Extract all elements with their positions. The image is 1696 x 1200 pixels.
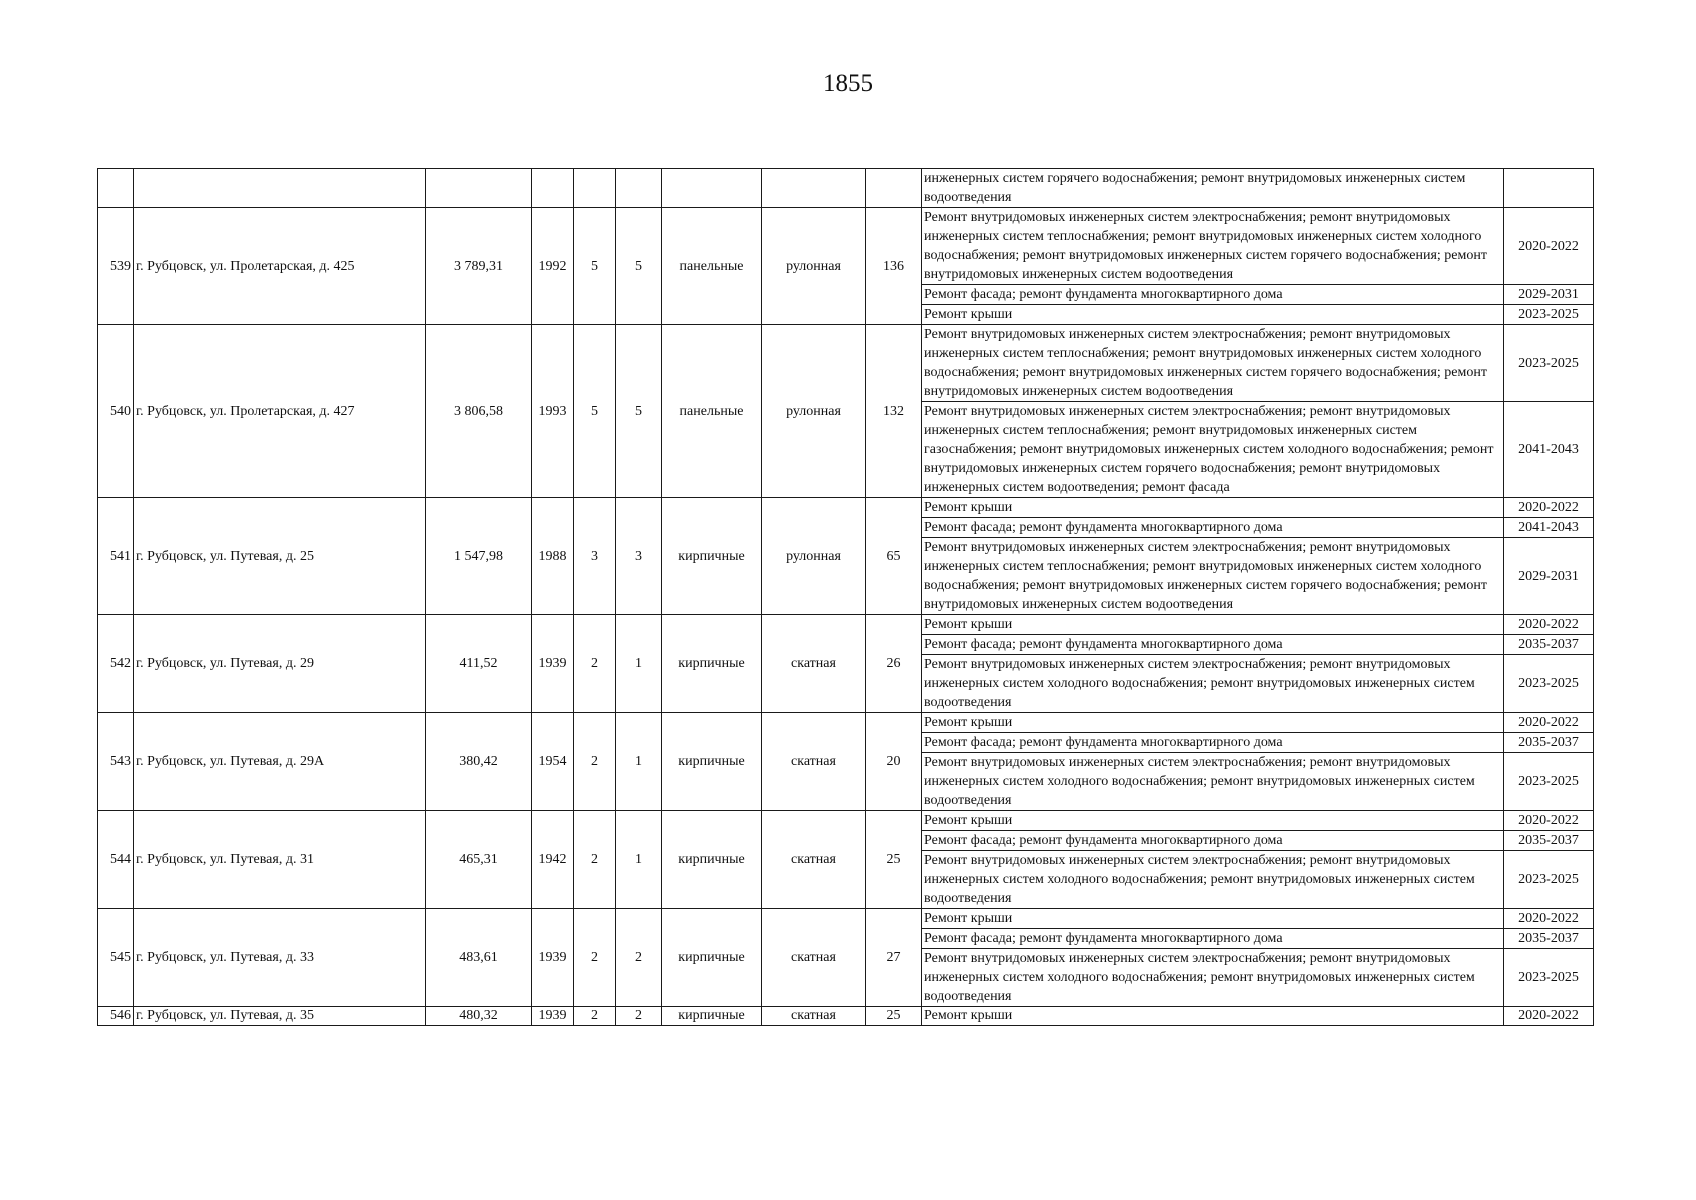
work-type-cell: Ремонт внутридомовых инженерных систем электроснабжения; ремонт внутридомовых инженерных систем холодного водоснабжения; ремонт внутридомовых инженерных систем водоотведения	[922, 949, 1504, 1007]
floors-min-cell: 2	[616, 909, 662, 1007]
work-type-cell: Ремонт фасада; ремонт фундамента многоквартирного дома	[922, 929, 1504, 949]
work-period-cell: 2041-2043	[1504, 518, 1594, 538]
table-row	[98, 909, 1594, 929]
wall-material-cell: кирпичные	[662, 811, 762, 909]
floors-min-cell: 1	[616, 713, 662, 811]
work-type-cell: Ремонт фасада; ремонт фундамента многоквартирного дома	[922, 831, 1504, 851]
row-number: 541	[98, 498, 134, 615]
work-type-cell: Ремонт крыши	[922, 498, 1504, 518]
work-type-cell: Ремонт крыши	[922, 615, 1504, 635]
floors-max-cell	[574, 169, 616, 208]
roof-type-cell: рулонная	[762, 325, 866, 498]
year-built-cell: 1954	[532, 713, 574, 811]
row-number: 540	[98, 325, 134, 498]
area-cell: 380,42	[426, 713, 532, 811]
work-period-cell: 2035-2037	[1504, 929, 1594, 949]
work-period-cell: 2023-2025	[1504, 753, 1594, 811]
table-row	[98, 169, 1594, 208]
work-period-cell: 2023-2025	[1504, 655, 1594, 713]
work-type-cell: Ремонт фасада; ремонт фундамента многоквартирного дома	[922, 635, 1504, 655]
work-period-cell: 2023-2025	[1504, 305, 1594, 325]
table-row	[98, 615, 1594, 635]
work-type-cell: Ремонт внутридомовых инженерных систем электроснабжения; ремонт внутридомовых инженерных систем теплоснабжения; ремонт внутридомовых инженерных систем газоснабжения; ремонт внутридомовых инженерных систем холодного водоснабжения; ремонт внутридомовых инженерных систем горячего водоснабжения; ремонт внутридомовых инженерных систем водоотведения; ремонт фасада	[922, 402, 1504, 498]
floors-max-cell: 2	[574, 909, 616, 1007]
floors-min-cell: 5	[616, 208, 662, 325]
work-period-cell: 2029-2031	[1504, 285, 1594, 305]
area-cell: 480,32	[426, 1007, 532, 1026]
address-cell: г. Рубцовск, ул. Пролетарская, д. 425	[134, 208, 426, 325]
work-period-cell: 2020-2022	[1504, 909, 1594, 929]
wall-material-cell: панельные	[662, 325, 762, 498]
work-type-cell: Ремонт внутридомовых инженерных систем электроснабжения; ремонт внутридомовых инженерных систем холодного водоснабжения; ремонт внутридомовых инженерных систем водоотведения	[922, 655, 1504, 713]
wall-material-cell: кирпичные	[662, 498, 762, 615]
address-cell: г. Рубцовск, ул. Пролетарская, д. 427	[134, 325, 426, 498]
table-row	[98, 811, 1594, 831]
floors-min-cell	[616, 169, 662, 208]
floors-max-cell: 2	[574, 1007, 616, 1026]
year-built-cell: 1939	[532, 909, 574, 1007]
area-cell: 411,52	[426, 615, 532, 713]
work-type-cell: Ремонт внутридомовых инженерных систем электроснабжения; ремонт внутридомовых инженерных систем теплоснабжения; ремонт внутридомовых инженерных систем холодного водоснабжения; ремонт внутридомовых инженерных систем горячего водоснабжения; ремонт внутридомовых инженерных систем водоотведения	[922, 538, 1504, 615]
year-built-cell: 1939	[532, 1007, 574, 1026]
floors-max-cell: 5	[574, 325, 616, 498]
floors-min-cell: 1	[616, 811, 662, 909]
table-row	[98, 1007, 1594, 1026]
area-cell	[426, 169, 532, 208]
area-cell: 483,61	[426, 909, 532, 1007]
wall-material-cell	[662, 169, 762, 208]
residents-cell: 25	[866, 1007, 922, 1026]
roof-type-cell: скатная	[762, 811, 866, 909]
work-period-cell: 2023-2025	[1504, 325, 1594, 402]
work-period-cell: 2020-2022	[1504, 208, 1594, 285]
year-built-cell: 1988	[532, 498, 574, 615]
work-period-cell	[1504, 169, 1594, 208]
roof-type-cell: рулонная	[762, 208, 866, 325]
year-built-cell: 1993	[532, 325, 574, 498]
address-cell: г. Рубцовск, ул. Путевая, д. 35	[134, 1007, 426, 1026]
wall-material-cell: кирпичные	[662, 1007, 762, 1026]
floors-min-cell: 3	[616, 498, 662, 615]
residents-cell: 132	[866, 325, 922, 498]
floors-max-cell: 2	[574, 615, 616, 713]
housing-repair-table	[97, 168, 1594, 1026]
residents-cell	[866, 169, 922, 208]
floors-max-cell: 5	[574, 208, 616, 325]
work-period-cell: 2020-2022	[1504, 713, 1594, 733]
work-type-cell: Ремонт крыши	[922, 909, 1504, 929]
address-cell: г. Рубцовск, ул. Путевая, д. 33	[134, 909, 426, 1007]
table-row	[98, 713, 1594, 733]
floors-max-cell: 3	[574, 498, 616, 615]
address-cell: г. Рубцовск, ул. Путевая, д. 29А	[134, 713, 426, 811]
work-period-cell: 2029-2031	[1504, 538, 1594, 615]
floors-min-cell: 5	[616, 325, 662, 498]
work-type-cell: Ремонт внутридомовых инженерных систем электроснабжения; ремонт внутридомовых инженерных систем теплоснабжения; ремонт внутридомовых инженерных систем холодного водоснабжения; ремонт внутридомовых инженерных систем горячего водоснабжения; ремонт внутридомовых инженерных систем водоотведения	[922, 325, 1504, 402]
work-period-cell: 2020-2022	[1504, 1007, 1594, 1026]
area-cell: 465,31	[426, 811, 532, 909]
work-type-cell: Ремонт внутридомовых инженерных систем электроснабжения; ремонт внутридомовых инженерных систем холодного водоснабжения; ремонт внутридомовых инженерных систем водоотведения	[922, 851, 1504, 909]
wall-material-cell: панельные	[662, 208, 762, 325]
row-number: 546	[98, 1007, 134, 1026]
row-number: 543	[98, 713, 134, 811]
work-period-cell: 2035-2037	[1504, 635, 1594, 655]
work-type-cell: Ремонт крыши	[922, 1007, 1504, 1026]
work-period-cell: 2020-2022	[1504, 498, 1594, 518]
year-built-cell	[532, 169, 574, 208]
roof-type-cell	[762, 169, 866, 208]
residents-cell: 65	[866, 498, 922, 615]
year-built-cell: 1942	[532, 811, 574, 909]
roof-type-cell: скатная	[762, 909, 866, 1007]
wall-material-cell: кирпичные	[662, 615, 762, 713]
row-number: 545	[98, 909, 134, 1007]
work-type-cell: Ремонт фасада; ремонт фундамента многоквартирного дома	[922, 733, 1504, 753]
work-type-cell: инженерных систем горячего водоснабжения; ремонт внутридомовых инженерных систем водоотведения	[922, 169, 1504, 208]
residents-cell: 136	[866, 208, 922, 325]
work-period-cell: 2041-2043	[1504, 402, 1594, 498]
wall-material-cell: кирпичные	[662, 713, 762, 811]
year-built-cell: 1992	[532, 208, 574, 325]
residents-cell: 25	[866, 811, 922, 909]
work-type-cell: Ремонт фасада; ремонт фундамента многоквартирного дома	[922, 518, 1504, 538]
residents-cell: 27	[866, 909, 922, 1007]
roof-type-cell: рулонная	[762, 498, 866, 615]
address-cell: г. Рубцовск, ул. Путевая, д. 25	[134, 498, 426, 615]
work-type-cell: Ремонт крыши	[922, 305, 1504, 325]
page-number: 1855	[823, 70, 873, 97]
row-number: 542	[98, 615, 134, 713]
roof-type-cell: скатная	[762, 713, 866, 811]
area-cell: 3 789,31	[426, 208, 532, 325]
work-period-cell: 2023-2025	[1504, 851, 1594, 909]
floors-min-cell: 2	[616, 1007, 662, 1026]
work-type-cell: Ремонт фасада; ремонт фундамента многоквартирного дома	[922, 285, 1504, 305]
floors-max-cell: 2	[574, 811, 616, 909]
address-cell	[134, 169, 426, 208]
row-number: 539	[98, 208, 134, 325]
row-number	[98, 169, 134, 208]
work-period-cell: 2023-2025	[1504, 949, 1594, 1007]
work-period-cell: 2020-2022	[1504, 615, 1594, 635]
address-cell: г. Рубцовск, ул. Путевая, д. 31	[134, 811, 426, 909]
year-built-cell: 1939	[532, 615, 574, 713]
work-type-cell: Ремонт крыши	[922, 811, 1504, 831]
work-type-cell: Ремонт крыши	[922, 713, 1504, 733]
floors-max-cell: 2	[574, 713, 616, 811]
area-cell: 1 547,98	[426, 498, 532, 615]
residents-cell: 26	[866, 615, 922, 713]
work-type-cell: Ремонт внутридомовых инженерных систем электроснабжения; ремонт внутридомовых инженерных систем теплоснабжения; ремонт внутридомовых инженерных систем холодного водоснабжения; ремонт внутридомовых инженерных систем горячего водоснабжения; ремонт внутридомовых инженерных систем водоотведения	[922, 208, 1504, 285]
area-cell: 3 806,58	[426, 325, 532, 498]
work-type-cell: Ремонт внутридомовых инженерных систем электроснабжения; ремонт внутридомовых инженерных систем холодного водоснабжения; ремонт внутридомовых инженерных систем водоотведения	[922, 753, 1504, 811]
table-row	[98, 498, 1594, 518]
table-row	[98, 325, 1594, 402]
roof-type-cell: скатная	[762, 1007, 866, 1026]
wall-material-cell: кирпичные	[662, 909, 762, 1007]
address-cell: г. Рубцовск, ул. Путевая, д. 29	[134, 615, 426, 713]
work-period-cell: 2035-2037	[1504, 733, 1594, 753]
work-period-cell: 2020-2022	[1504, 811, 1594, 831]
table-row	[98, 208, 1594, 285]
residents-cell: 20	[866, 713, 922, 811]
work-period-cell: 2035-2037	[1504, 831, 1594, 851]
row-number: 544	[98, 811, 134, 909]
roof-type-cell: скатная	[762, 615, 866, 713]
floors-min-cell: 1	[616, 615, 662, 713]
